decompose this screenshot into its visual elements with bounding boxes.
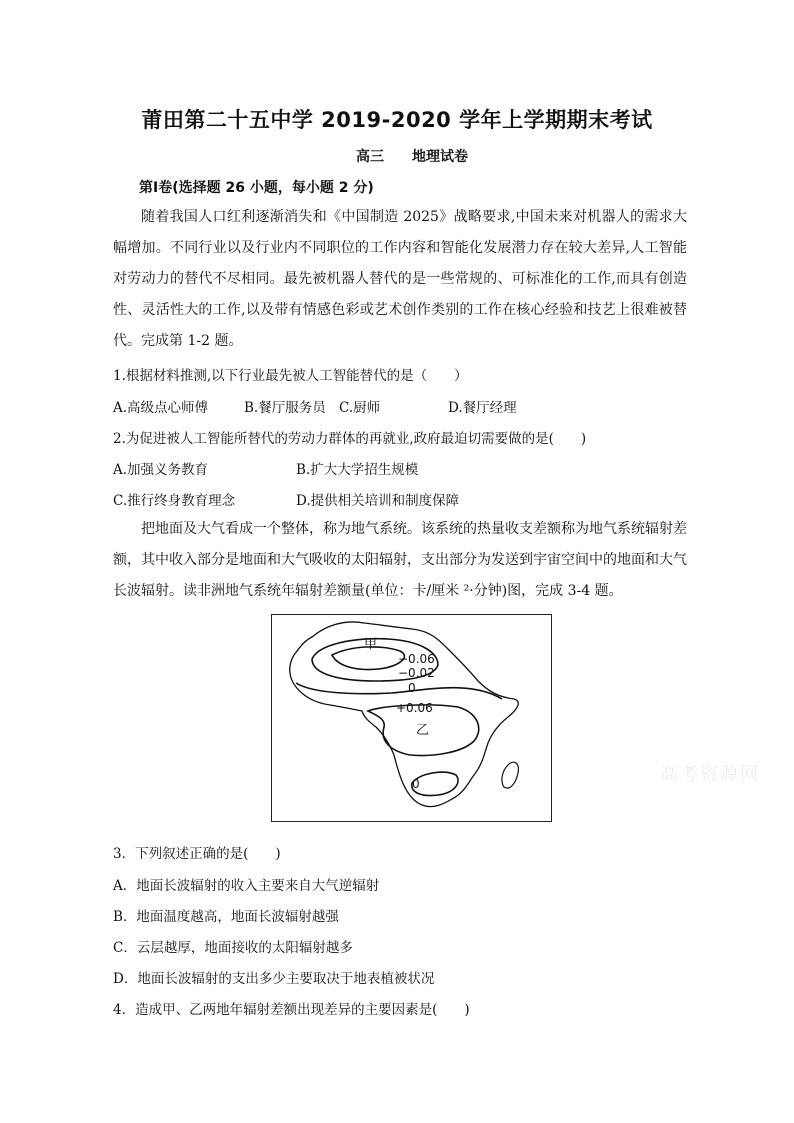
madagascar-outline [502,762,518,788]
q1-option-b: B.餐厅服务员 [244,400,326,416]
q2-option-a: A.加强义务教育 [113,462,209,478]
watermark: 高考资源网 [660,764,760,785]
q2-option-d: D.提供相关培训和制度保障 [296,493,460,509]
q2-option-c: C.推行终身教育理念 [113,493,236,509]
question-2-stem: 2.为促进被人工智能所替代的劳动力群体的再就业,政府最迫切需要做的是( ) [113,431,587,447]
contour-label-zero-south: 0 [412,777,420,791]
q3-option-a: A．地面长波辐射的收入主要来自大气逆辐射 [113,878,380,894]
question-1-stem: 1.根据材料推测,以下行业最先被人工智能替代的是（ ） [113,368,468,384]
map-label-jia: 甲 [364,637,378,652]
passage-ai: 随着我国人口红利逐渐消失和《中国制造 2025》战略要求,中国未来对机器人的需求大幅增加。不同行业以及行业内不同职位的工作内容和智能化发展潜力存在较大差异,人工智能对劳动力的替代不尽相同。最先被机器人替代的是一些常规的、可标准化的工作,而具有创造性、灵活性大的工作,以及带有情感色彩或艺术创作类别的工作在核心经验和技艺上很难被替代。完成第 1-2 题。 [113,209,687,349]
passage-radiation: 把地面及大气看成一个整体，称为地气系统。该系统的热量收支差额称为地气系统辐射差额，其中收入部分是地面和大气吸收的太阳辐射，支出部分为发送到宇宙空间中的地面和大气长波辐射。读非洲地气系统年辐射差额量(单位：卡/厘米 ²·分钟)图，完成 3-4 题。 [113,521,687,599]
question-3-stem: 3．下列叙述正确的是( ) [113,846,281,862]
section-heading: 第Ⅰ卷(选择题 26 小题，每小题 2 分) [139,180,374,196]
africa-radiation-map [271,614,552,822]
question-4-stem: 4．造成甲、乙两地年辐射差额出现差异的主要因素是( ) [113,1002,470,1018]
q3-option-c: C．云层越厚，地面接收的太阳辐射越多 [113,940,353,956]
contour-label-zero: 0 [408,681,416,695]
contour-label-minus-006: −0.06 [398,652,435,666]
q3-option-b: B．地面温度越高，地面长波辐射越强 [113,909,339,925]
q3-option-d: D．地面长波辐射的支出多少主要取决于地表植被状况 [113,971,435,987]
page-subtitle: 高三 地理试卷 [356,149,468,165]
q2-option-b: B.扩大大学招生规模 [296,462,419,478]
map-label-yi: 乙 [416,723,430,738]
contour-label-minus-002: −0.02 [398,666,435,680]
contour-label-plus-006: +0.06 [396,701,433,715]
page-title: 莆田第二十五中学 2019-2020 学年上学期期末考试 [141,108,653,132]
contour-zero-north [296,683,502,699]
q1-option-c: C.厨师 [339,400,381,416]
q1-option-a: A.高级点心师傅 [113,400,209,416]
q1-option-d: D.餐厅经理 [448,400,517,416]
